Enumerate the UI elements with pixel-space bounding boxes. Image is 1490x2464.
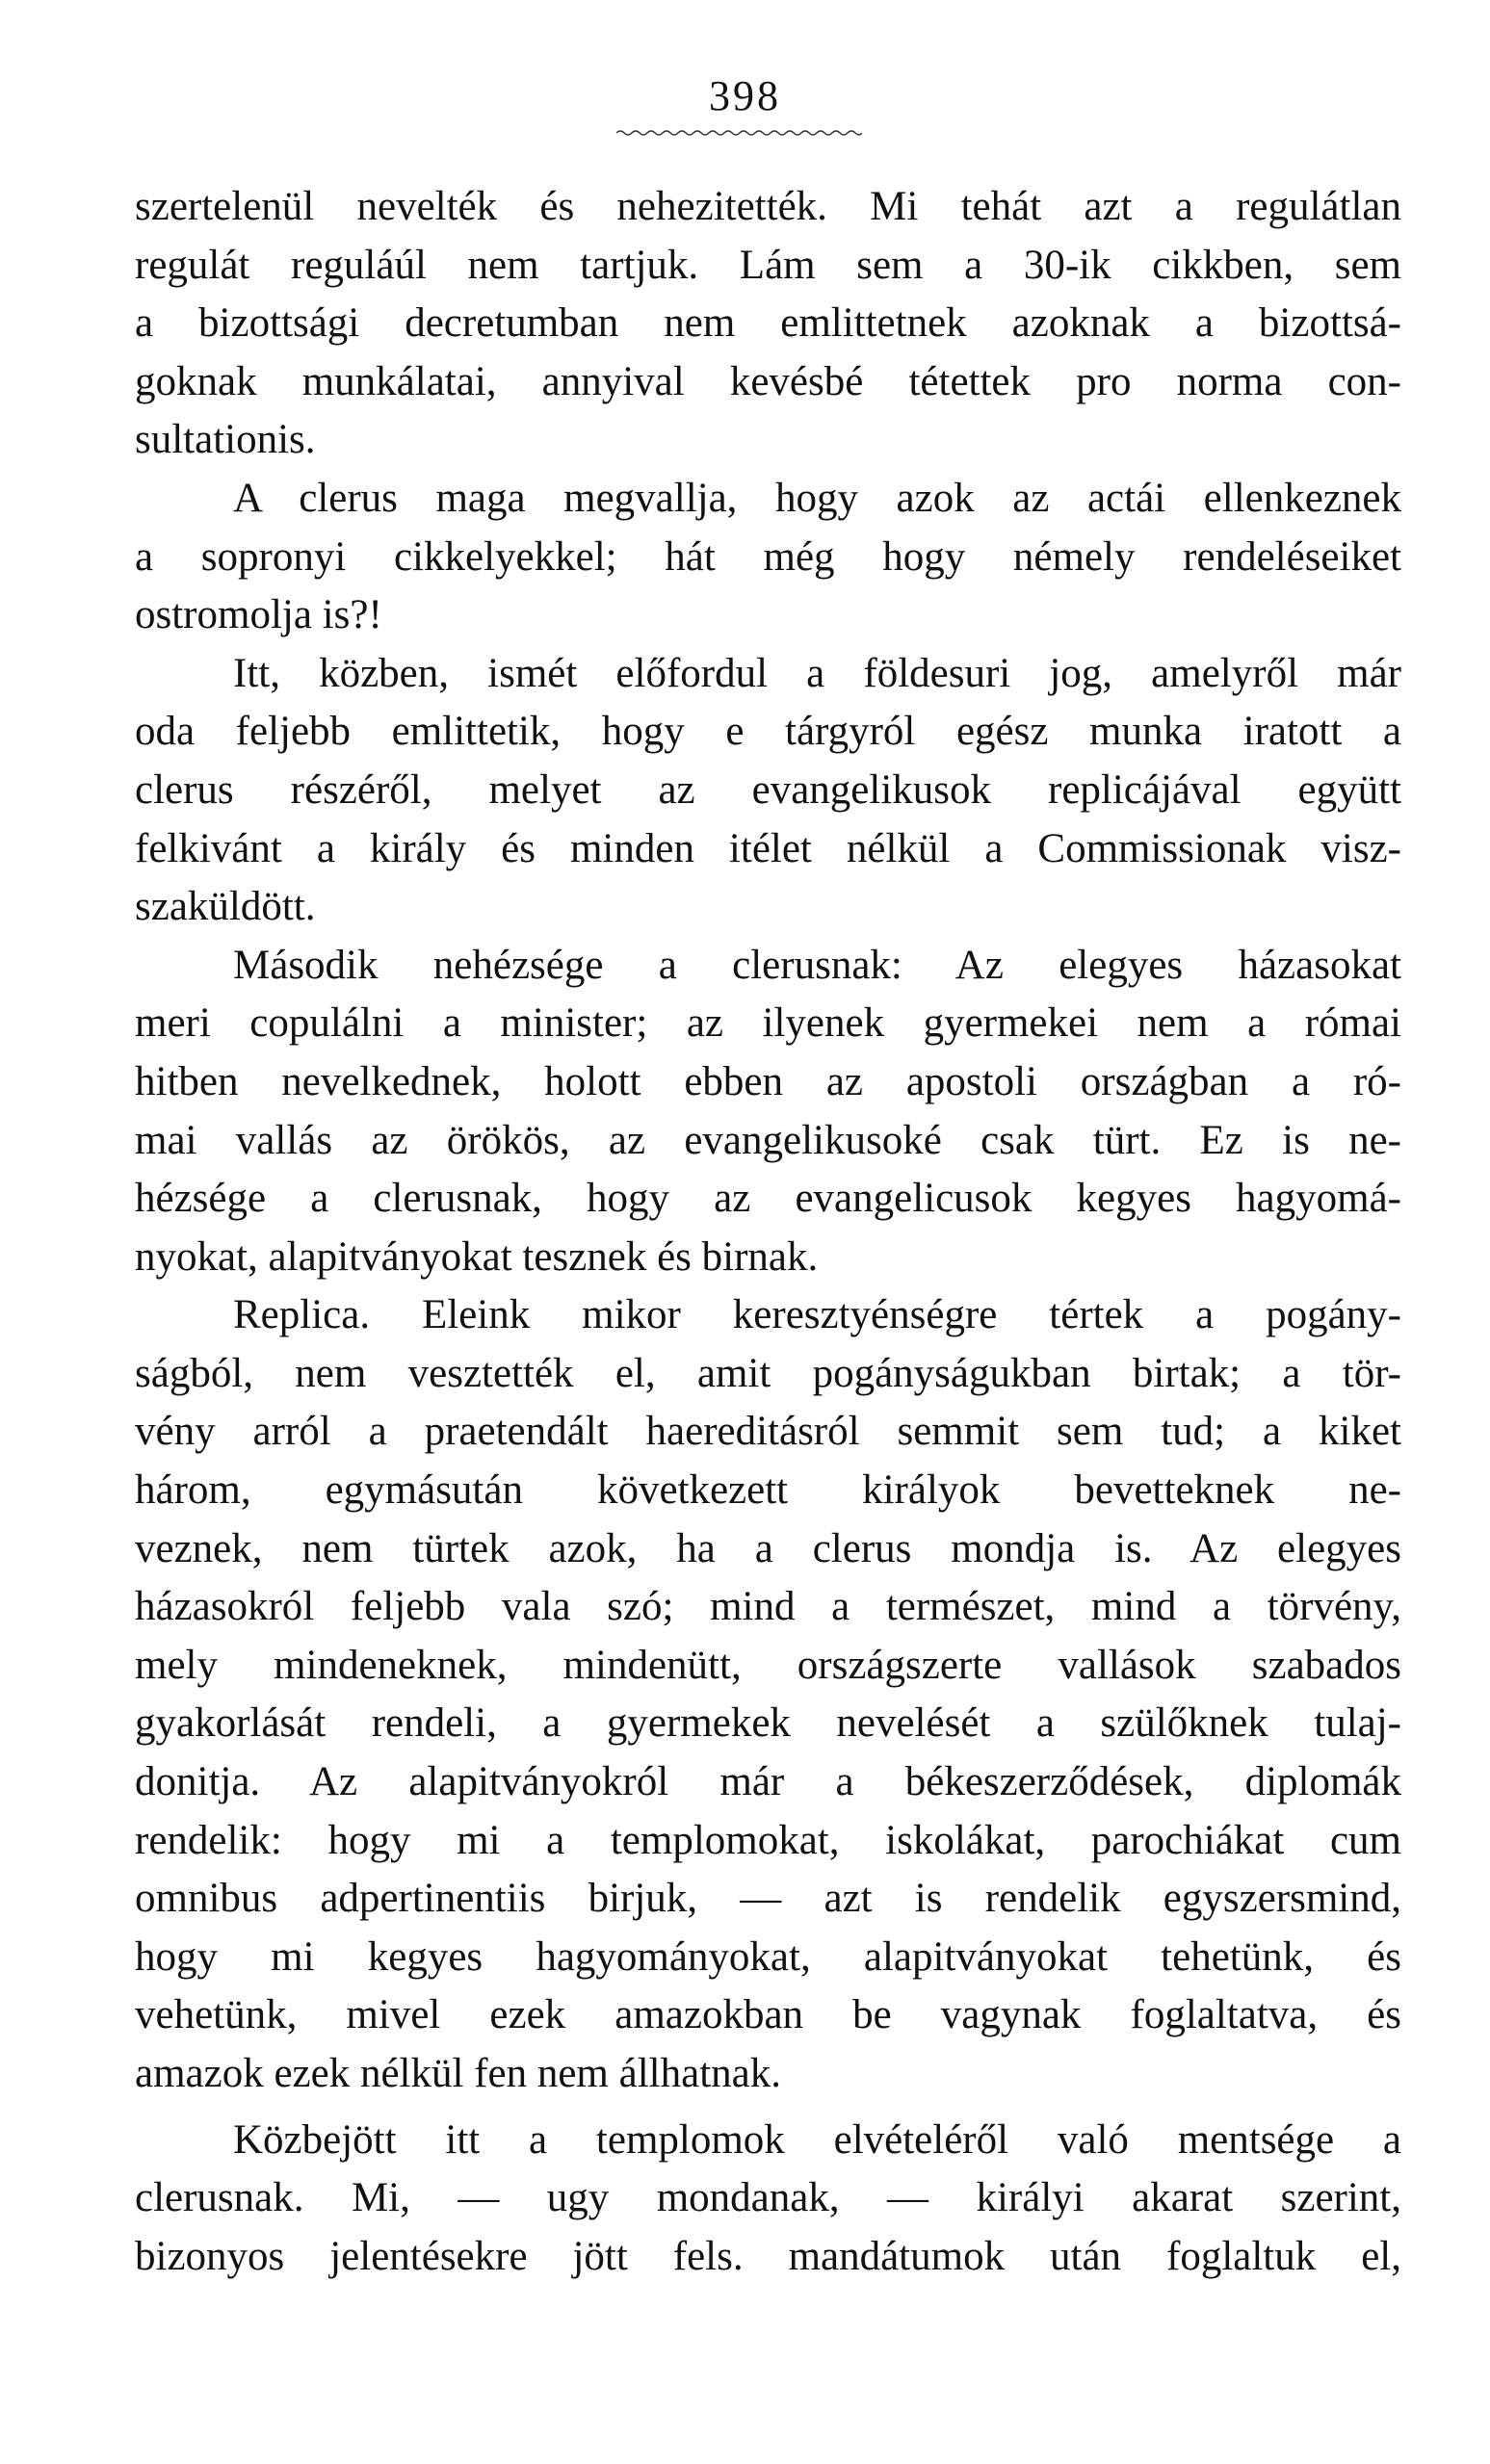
text-line: felkivánt a király és minden itélet nélkül a Commissionak visz- — [135, 825, 1401, 871]
text-line: clerus részéről, melyet az evangelikusok replicájával együtt — [135, 766, 1401, 813]
paragraph-gap — [135, 2104, 1401, 2112]
text-line: vény arról a praetendált haereditásról semmit sem tud; a kiket — [135, 1409, 1401, 1455]
text-line: omnibus adpertinentiis birjuk, — azt is rendelik egyszersmind, — [135, 1876, 1401, 1922]
text-line: házasokról feljebb vala szó; mind a természet, mind a törvény, — [135, 1584, 1401, 1630]
paragraph — [135, 1286, 1401, 2103]
text-line: oda feljebb emlittetik, hogy e tárgyról egész munka iratott a — [135, 709, 1401, 755]
text-line: vehetünk, mivel ezek amazokban be vagynak foglaltatva, és — [135, 1992, 1401, 2038]
paragraph — [135, 470, 1401, 645]
text-line: clerusnak. Mi, — ugy mondanak, — királyi akarat szerint, — [135, 2175, 1401, 2221]
text-line: bizonyos jelentésekre jött fels. mandátumok után foglaltuk el, — [135, 2233, 1401, 2279]
text-line: szertelenül nevelték és nehezitették. Mi tehát azt a regulátlan — [135, 184, 1401, 229]
text-line: ságból, nem vesztették el, amit pogányságukban birtak; a tör- — [135, 1350, 1401, 1396]
text-line: regulát reguláúl nem tartjuk. Lám sem a 30-ik cikkben, sem — [135, 242, 1401, 288]
paragraph — [135, 937, 1401, 1287]
text-line: donitja. Az alapitványokról már a békeszerződések, diplomák — [135, 1759, 1401, 1805]
text-line: a sopronyi cikkelyekkel; hát még hogy némely rendeléseiket — [135, 533, 1401, 580]
page-number-ornament — [616, 128, 862, 138]
text-line: sultationis. — [135, 417, 316, 463]
text-line: goknak munkálatai, annyival kevésbé tétettek pro norma con- — [135, 358, 1401, 404]
text-line: amazok ezek nélkül fen nem állhatnak. — [135, 2051, 781, 2096]
text-line: nyokat, alapitványokat tesznek és birnak. — [135, 1233, 819, 1280]
paragraph — [135, 2112, 1401, 2287]
page-number: 398 — [709, 72, 781, 119]
text-line: mely mindeneknek, mindenütt, országszerte vallások szabados — [135, 1642, 1401, 1688]
text-line: gyakorlását rendeli, a gyermekek nevelését a szülőknek tulaj- — [135, 1700, 1401, 1747]
text-line: Közbejött itt a templomok elvételéről való mentsége a — [233, 2116, 1401, 2163]
text-line: szaküldött. — [135, 884, 316, 930]
paragraph — [135, 645, 1401, 937]
text-line: hogy mi kegyes hagyományokat, alapitványokat tehetünk, és — [135, 1933, 1401, 1980]
text-line: A clerus maga megvallja, hogy azok az actái ellenkeznek — [233, 475, 1401, 521]
text-line: hitben nevelkednek, holott ebben az apostoli országban a ró- — [135, 1058, 1401, 1104]
text-line: meri copulálni a minister; az ilyenek gyermekei nem a római — [135, 1000, 1401, 1047]
body-text — [135, 178, 1401, 2286]
text-line: rendelik: hogy mi a templomokat, iskolákat, parochiákat cum — [135, 1817, 1401, 1863]
text-line: a bizottsági decretumban nem emlittetnek azoknak a bizottsá- — [135, 300, 1401, 347]
text-line: mai vallás az örökös, az evangelikusoké csak türt. Ez is ne- — [135, 1117, 1401, 1163]
paragraph — [135, 178, 1401, 470]
text-line: Második nehézsége a clerusnak: Az elegyes házasokat — [233, 942, 1401, 988]
text-line: három, egymásután következett királyok bevetteknek ne- — [135, 1467, 1401, 1514]
text-line: Itt, közben, ismét előfordul a földesuri jog, amelyről már — [233, 650, 1401, 696]
text-line: Replica. Eleink mikor keresztyénségre tértek a pogány- — [233, 1292, 1401, 1338]
text-line: veznek, nem türtek azok, ha a clerus mondja is. Az elegyes — [135, 1525, 1401, 1571]
text-line: hézsége a clerusnak, hogy az evangelicusok kegyes hagyomá- — [135, 1176, 1401, 1222]
text-line: ostromolja is?! — [135, 592, 382, 638]
